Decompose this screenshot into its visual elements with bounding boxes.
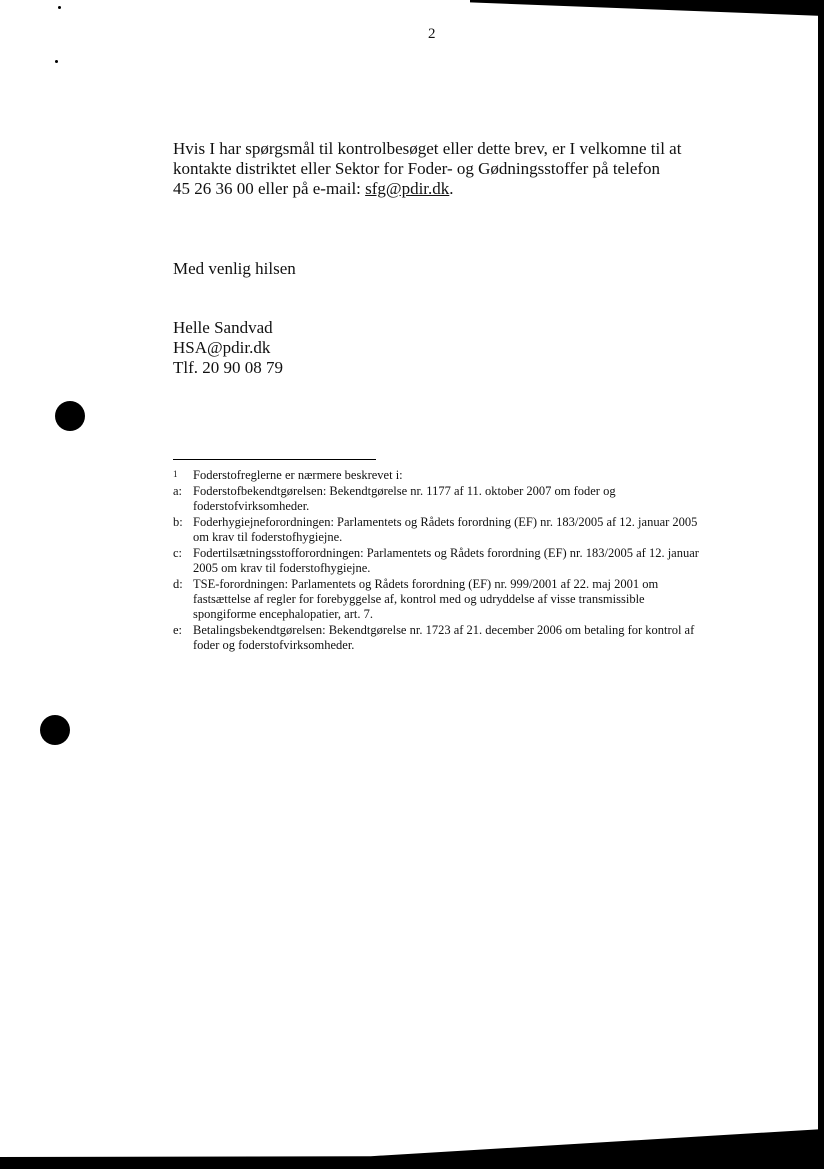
scan-speck (58, 6, 61, 9)
footnote-item-text: Foderhygiejneforordningen: Parlamentets og Rådets forordning (EF) nr. 183/2005 af 12. januar 2005 om krav til foderstofhygiejne. (193, 515, 698, 544)
footnote-item-label: a: (173, 484, 183, 498)
page-number: 2 (428, 26, 436, 42)
footnote-item-label: e: (173, 623, 183, 637)
footnote-item (173, 484, 703, 514)
footnote-marker: 1 (173, 469, 178, 479)
footnote-item-text: Fodertilsætningsstofforordningen: Parlamentets og Rådets forordning (EF) nr. 183/2005 af 12. januar 2005 om krav til foderstofhygiejne. (193, 546, 699, 575)
footnote-divider (173, 459, 376, 460)
signature-phone: Tlf. 20 90 08 79 (173, 358, 284, 377)
footnote-intro (173, 468, 703, 483)
footnote-item-label: d: (173, 577, 183, 591)
footnote-item-label: c: (173, 546, 183, 560)
paragraph-line-suffix: . (449, 179, 454, 198)
paragraph-line: kontakte distriktet eller Sektor for Foder- og Gødningsstoffer på telefon (173, 159, 661, 178)
paragraph-line (173, 179, 713, 199)
footnote-item (173, 577, 703, 622)
footnotes (173, 468, 703, 654)
closing: Med venlig hilsen (173, 259, 296, 278)
footnote-item-text: Betalingsbekendtgørelsen: Bekendtgørelse nr. 1723 af 21. december 2006 om betaling for kontrol af foder og foderstofvirksomheder. (193, 623, 695, 652)
signature-email: HSA@pdir.dk (173, 338, 271, 357)
scan-edge-right (818, 0, 824, 1169)
scan-edge-top (470, 0, 824, 16)
signature-block (173, 318, 713, 378)
footnote-item-label: b: (173, 515, 183, 529)
scan-edge-bottom (0, 1129, 824, 1169)
paragraph-line-prefix: 45 26 36 00 eller på e-mail: (173, 179, 366, 198)
signature-name: Helle Sandvad (173, 318, 273, 337)
contact-paragraph (173, 139, 713, 199)
footnote-item (173, 546, 703, 576)
punch-hole-upper (55, 401, 85, 431)
footnote-item (173, 623, 703, 653)
footnote-item (173, 515, 703, 545)
scan-speck (55, 60, 58, 63)
footnote-item-text: Foderstofbekendtgørelsen: Bekendtgørelse nr. 1177 af 11. oktober 2007 om foder og foderstofvirksomheder. (193, 484, 616, 513)
footnote-item-text: TSE-forordningen: Parlamentets og Rådets forordning (EF) nr. 999/2001 af 22. maj 2001 om fastsættelse af regler for forebyggelse af, kontrol med og udryddelse af visse transmissible spongiforme encephalopatier, art. 7. (193, 577, 659, 621)
email-link[interactable]: sfg@pdir.dk (365, 179, 450, 198)
paragraph-line: Hvis I har spørgsmål til kontrolbesøget eller dette brev, er I velkomne til at (173, 139, 682, 158)
punch-hole-lower (40, 715, 70, 745)
footnote-intro-text: Foderstofreglerne er nærmere beskrevet i: (193, 468, 403, 482)
